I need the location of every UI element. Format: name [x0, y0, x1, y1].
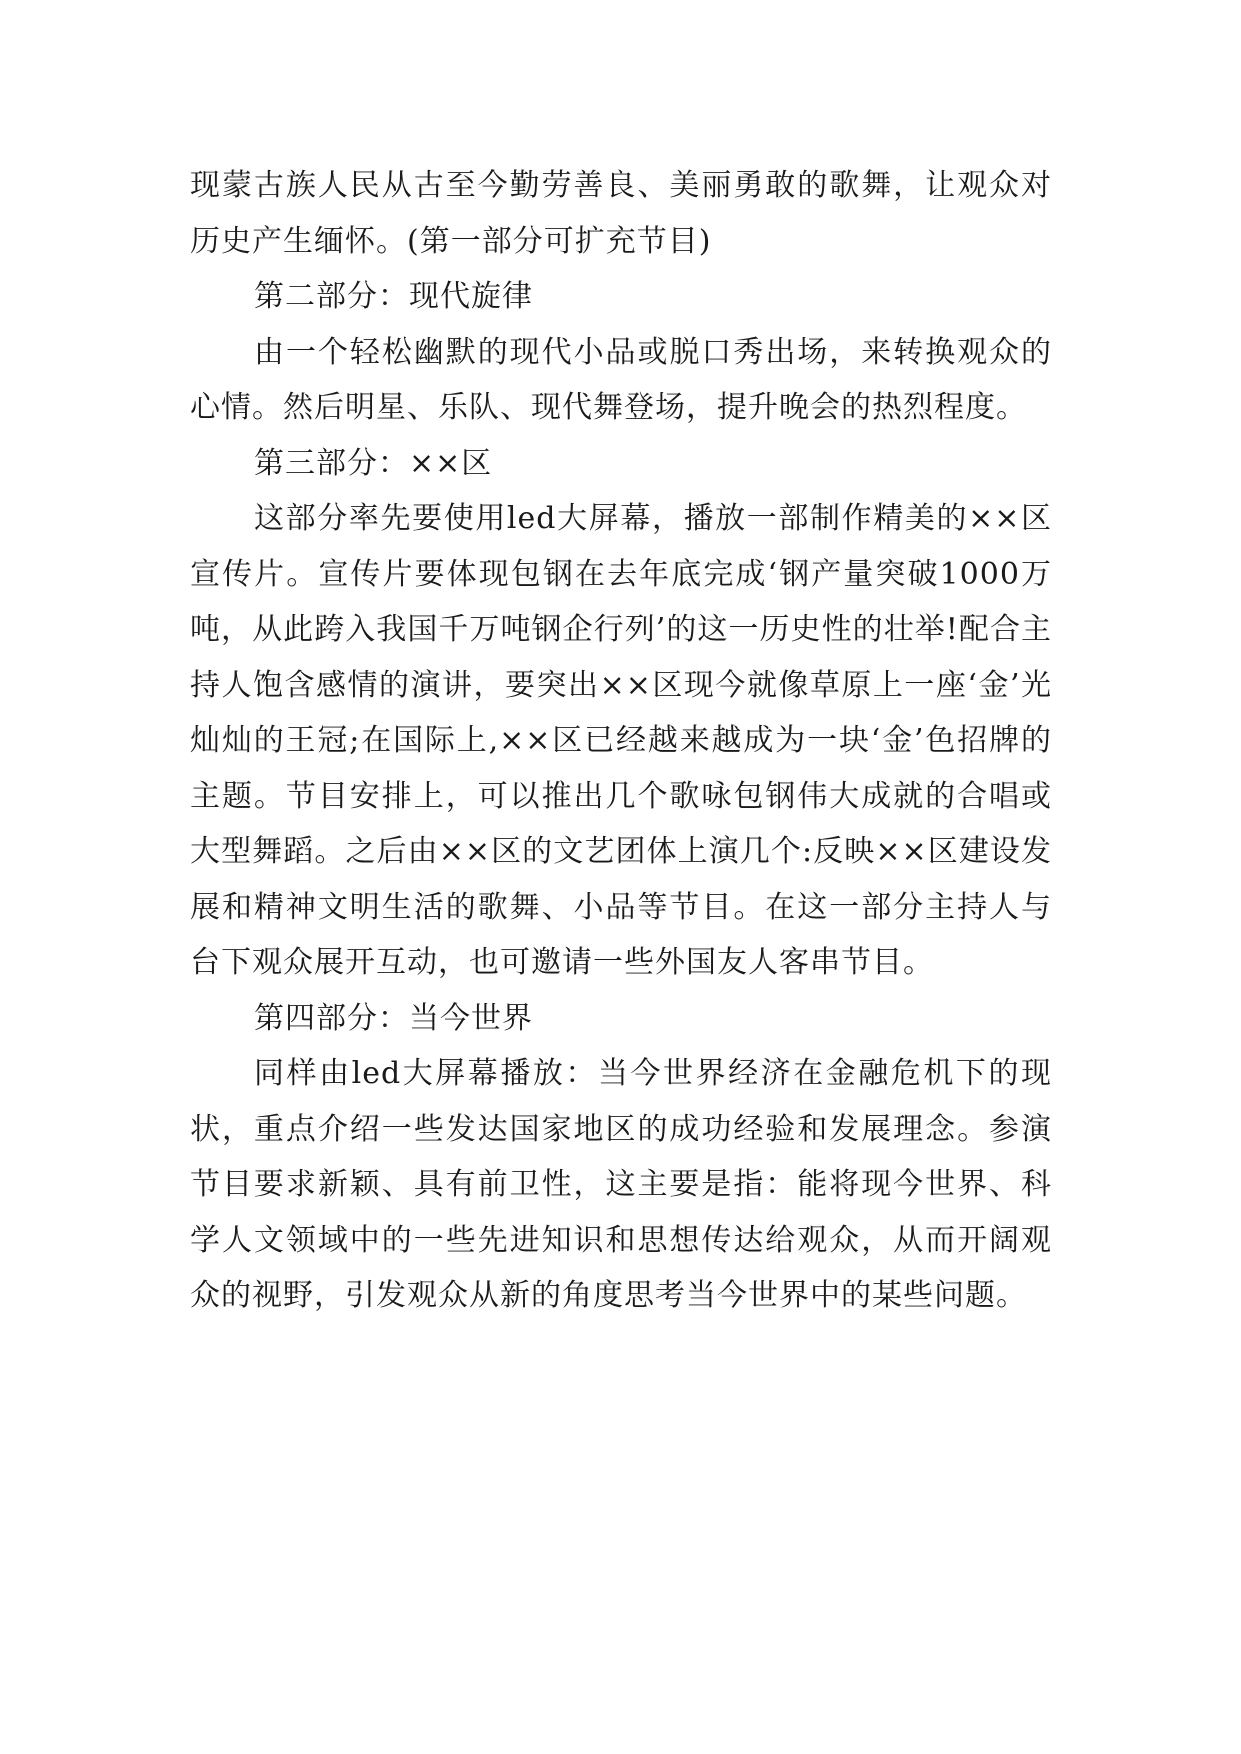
- section-heading-part2: 第二部分：现代旋律: [254, 279, 533, 314]
- section-heading-part3: 第三部分：××区: [254, 445, 493, 481]
- paragraph-part4: 同样由led大屏幕播放：当今世界经济在金融危机下的现状，重点介绍一些发达国家地区的成功经验和发展理念。参演节目要求新颖、具有前卫性，这主要是指：能将现今世界、科学人文领域中的一些先进知识和思想传达给观众，从而开阔观众的视野，引发观众从新的角度思考当今世界中的某些问题。: [190, 1056, 1052, 1313]
- paragraph-part3: 这部分率先要使用led大屏幕，播放一部制作精美的××区宣传片。宣传片要体现包钢在去年底完成‘钢产量突破1000万吨，从此跨入我国千万吨钢企行列’的这一历史性的壮举!配合主持人饱含感情的演讲，要突出××区现今就像草原上一座‘金’光灿灿的王冠;在国际上,××区已经越来越成为一块‘金’色招牌的主题。节目安排上，可以推出几个歌咏包钢伟大成就的合唱或大型舞蹈。之后由××区的文艺团体上演几个:反映××区建设发展和精神文明生活的歌舞、小品等节目。在这一部分主持人与台下观众展开互动，也可邀请一些外国友人客串节目。: [190, 501, 1052, 980]
- paragraph-continuation: 现蒙古族人民从古至今勤劳善良、美丽勇敢的歌舞，让观众对历史产生缅怀。(第一部分可扩充节目): [190, 168, 1052, 259]
- section-heading-part4: 第四部分：当今世界: [254, 1000, 533, 1036]
- document-body: [190, 158, 1052, 1324]
- paragraph-part2: 由一个轻松幽默的现代小品或脱口秀出场，来转换观众的心情。然后明星、乐队、现代舞登场，提升晚会的热烈程度。: [190, 334, 1052, 425]
